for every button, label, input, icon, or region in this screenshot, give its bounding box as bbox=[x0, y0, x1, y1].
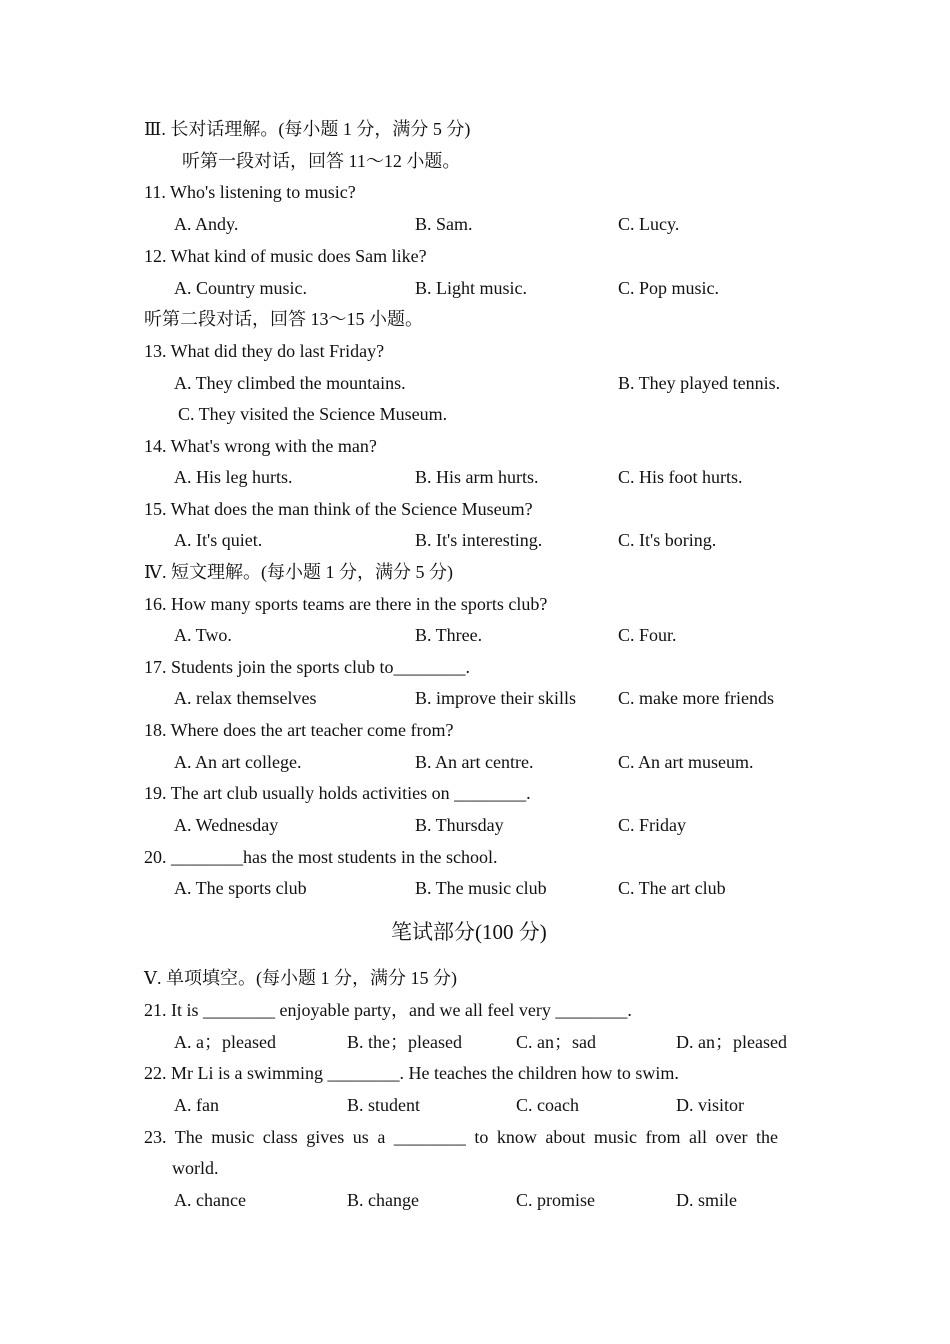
question-22-option-d: D. visitor bbox=[676, 1095, 745, 1115]
question-15-option-c: C. It's boring. bbox=[618, 530, 717, 550]
question-14-stem: 14. What's wrong with the man? bbox=[144, 436, 377, 456]
question-21-option-d: D. an；pleased bbox=[676, 1032, 787, 1052]
section-4-heading: Ⅳ. 短文理解。(每小题 1 分，满分 5 分) bbox=[144, 562, 453, 582]
question-16-option-a: A. Two. bbox=[174, 625, 232, 645]
question-13-option-c: C. They visited the Science Museum. bbox=[178, 404, 448, 424]
question-17-stem: 17. Students join the sports club to________. bbox=[144, 657, 470, 677]
section-3-heading: Ⅲ. 长对话理解。(每小题 1 分，满分 5 分) bbox=[144, 119, 471, 139]
question-22-option-c: C. coach bbox=[516, 1095, 579, 1115]
question-23-stem-continued: world. bbox=[172, 1158, 219, 1178]
question-11-option-c: C. Lucy. bbox=[618, 214, 680, 234]
question-19-stem: 19. The art club usually holds activities on ________. bbox=[144, 783, 531, 803]
question-23-stem: 23. The music class gives us a ________ to know about music from all over the bbox=[144, 1127, 778, 1147]
question-19-option-b: B. Thursday bbox=[415, 815, 504, 835]
question-18-option-b: B. An art centre. bbox=[415, 752, 534, 772]
question-22-option-b: B. student bbox=[347, 1095, 421, 1115]
question-23-option-d: D. smile bbox=[676, 1190, 737, 1210]
question-17-option-c: C. make more friends bbox=[618, 688, 774, 708]
question-16-option-c: C. Four. bbox=[618, 625, 677, 645]
question-17-option-b: B. improve their skills bbox=[415, 688, 576, 708]
question-12-option-b: B. Light music. bbox=[415, 278, 527, 298]
question-16-option-b: B. Three. bbox=[415, 625, 483, 645]
question-18-option-c: C. An art museum. bbox=[618, 752, 754, 772]
question-19-option-c: C. Friday bbox=[618, 815, 687, 835]
question-21-option-c: C. an；sad bbox=[516, 1032, 596, 1052]
section-5-heading: Ⅴ. 单项填空。(每小题 1 分，满分 15 分) bbox=[144, 968, 457, 988]
question-16-stem: 16. How many sports teams are there in the sports club? bbox=[144, 594, 548, 614]
question-20-stem: 20. ________has the most students in the school. bbox=[144, 847, 498, 867]
question-11-stem: 11. Who's listening to music? bbox=[144, 182, 356, 202]
question-23-option-c: C. promise bbox=[516, 1190, 595, 1210]
question-14-option-c: C. His foot hurts. bbox=[618, 467, 743, 487]
question-13-option-a: A. They climbed the mountains. bbox=[174, 373, 406, 393]
written-part-title: 笔试部分(100 分) bbox=[391, 920, 547, 944]
question-15-option-b: B. It's interesting. bbox=[415, 530, 543, 550]
dialogue-1-instruction: 听第一段对话，回答 11～12 小题。 bbox=[182, 151, 461, 171]
question-15-option-a: A. It's quiet. bbox=[174, 530, 263, 550]
question-13-stem: 13. What did they do last Friday? bbox=[144, 341, 385, 361]
question-11-option-b: B. Sam. bbox=[415, 214, 473, 234]
question-18-stem: 18. Where does the art teacher come from? bbox=[144, 720, 454, 740]
question-20-option-a: A. The sports club bbox=[174, 878, 307, 898]
question-23-option-b: B. change bbox=[347, 1190, 419, 1210]
question-22-stem: 22. Mr Li is a swimming ________. He teaches the children how to swim. bbox=[144, 1063, 679, 1083]
question-12-option-a: A. Country music. bbox=[174, 278, 307, 298]
question-19-option-a: A. Wednesday bbox=[174, 815, 279, 835]
question-22-option-a: A. fan bbox=[174, 1095, 219, 1115]
question-23-option-a: A. chance bbox=[174, 1190, 246, 1210]
dialogue-2-instruction: 听第二段对话，回答 13～15 小题。 bbox=[144, 309, 423, 329]
question-12-option-c: C. Pop music. bbox=[618, 278, 720, 298]
question-12-stem: 12. What kind of music does Sam like? bbox=[144, 246, 427, 266]
question-18-option-a: A. An art college. bbox=[174, 752, 302, 772]
question-14-option-a: A. His leg hurts. bbox=[174, 467, 293, 487]
question-21-option-a: A. a；pleased bbox=[174, 1032, 276, 1052]
question-13-option-b: B. They played tennis. bbox=[618, 373, 781, 393]
question-11-option-a: A. Andy. bbox=[174, 214, 239, 234]
question-21-option-b: B. the；pleased bbox=[347, 1032, 462, 1052]
question-15-stem: 15. What does the man think of the Science Museum? bbox=[144, 499, 533, 519]
question-20-option-b: B. The music club bbox=[415, 878, 547, 898]
question-14-option-b: B. His arm hurts. bbox=[415, 467, 539, 487]
question-17-option-a: A. relax themselves bbox=[174, 688, 317, 708]
question-20-option-c: C. The art club bbox=[618, 878, 726, 898]
question-21-stem: 21. It is ________ enjoyable party，and we all feel very ________. bbox=[144, 1000, 632, 1020]
